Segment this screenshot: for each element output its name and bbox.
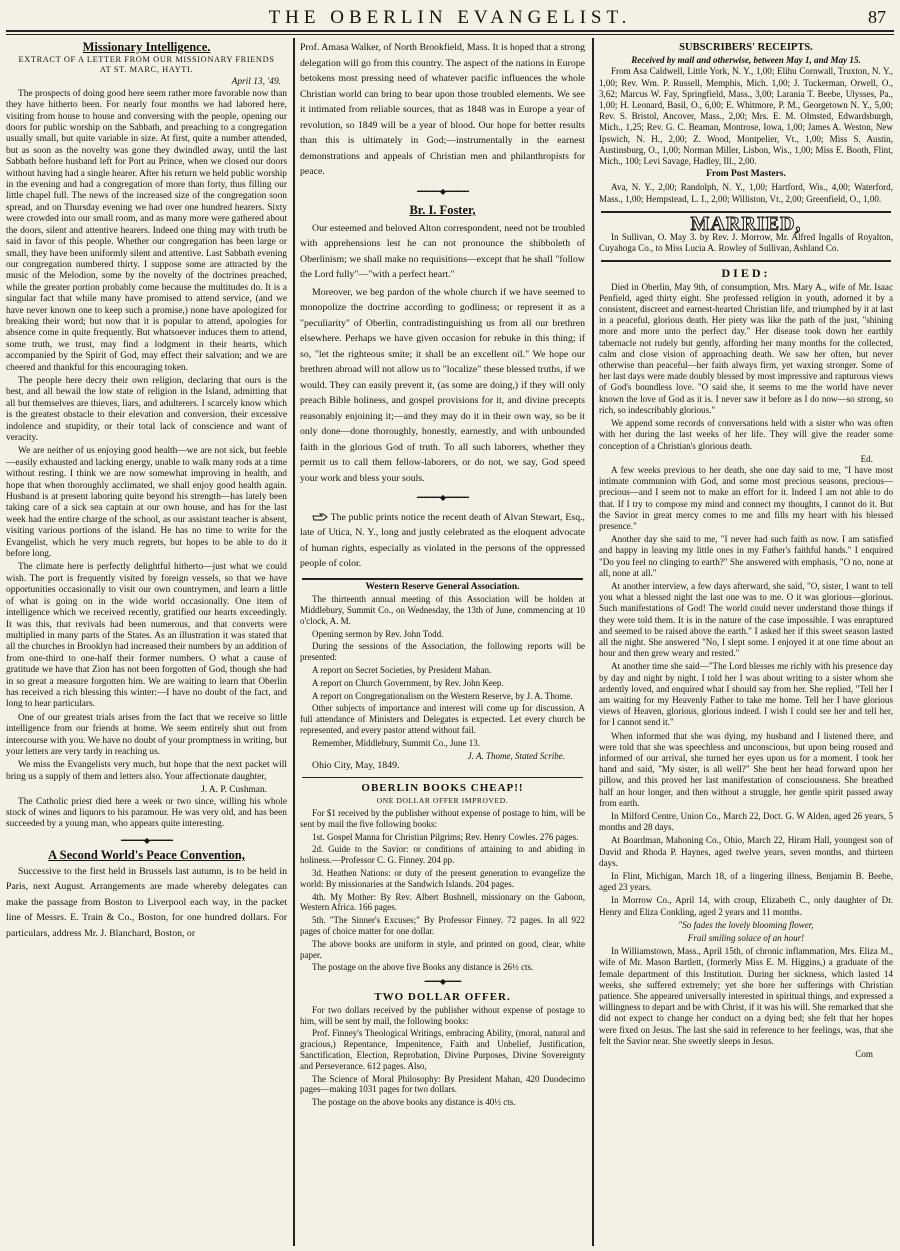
- paragraph-peace: Successive to the first held in Brussels last autumn, is to be held in Paris, next August. Arrangements are made whereby delegates can make the passage from Boston to Liverpool each way, in the packet line of Messrs. E. Train & Co., Boston, for one hundred dollars. For particulars, address Mr. J. Blanchard, Boston, or: [6, 865, 287, 939]
- section-title-western-reserve: Western Reserve General Association.: [365, 581, 520, 592]
- section-rule: [601, 260, 891, 262]
- section-rule: [302, 578, 583, 580]
- paragraph: The prospects of doing good here seem rather more favorable now than they have hitherto been. For nearly four months we had labored here, visiting from house to house and conversing with the people, opening our doors for public worship on the Sabbath, and preaching to a congregation usually small, but quite variable in size. At first, quite a number attended, but as soon as the novelty was gone they dwindled away, until the last Sabbath before husband left for Port au Prince, when we closed our doors without having had a single hearer. After his return we held public worship in the evening and had a congregation of more than forty, thus filling our little chapel full. The news of the increased size of the congregation soon spread, and on Thursday evening we had over one hundred hearers. Sixty were crowded into our small room, and as many more were gathered about the doors, silent and attentive hearers. Indeed one thing may with truth be said in favor of this people. Whether our congregation has been large or small, they have been uniformly silent and attentive. Last Sabbath evening our congregation numbered thirty. I suppose some are attracted by the music of the Melodion, some by the novelty of the doctrines preached, while the greater portion probably come because the multitudes do. It is a singular fact that while many have promised to attend service, (and we have never known one to keep such a promise,) none have apologized for breaking their word; but now that it is popular to attend, apologies for absence come in quite frequently. But whatsoever induces them to attend, some truth, we trust, may find a lodgment in their hearts, which accompanied by the Spirit of God, may effect their salvation; and we are cheered and thankful for this encouraging token.: [6, 88, 287, 373]
- paragraph: The people here decry their own religion, declaring that ours is the best, and all bewail the low state of religion in the Island, admitting that all but themselves are thieves, liars, and adulterers. I scarcely know which is the greatest obstacle to their elevation and conversion, their excessive indolence and stupidity, or their total lack of conscience and want of veracity.: [6, 375, 287, 443]
- section-title-subscribers: SUBSCRIBERS' RECEIPTS.: [679, 42, 813, 53]
- page-number: 87: [868, 7, 886, 27]
- newspaper-title: THE OBERLIN EVANGELIST.: [268, 7, 632, 28]
- paragraph: A few weeks previous to her death, she one day said to me, "I have most intimate communion with God, and some most precious seasons, precious—precious—and I seem not to make an effort for it. Indeed I am not able to do that. If I try to compose my mind and connect my thoughts, I cannot do it. But the Savior in great mercy comes to me and fills my heart with his blessed presence.": [599, 464, 893, 531]
- paragraph: The Science of Moral Philosophy: By President Mahan, 420 Duodecimo pages—making 1031 pages for two dollars.: [300, 1073, 585, 1095]
- letter-subheading: EXTRACT OF A LETTER FROM OUR MISSIONARY FRIENDS AT ST. MARC, HAYTI.: [18, 55, 275, 75]
- paragraph: For $1 received by the publisher without expense of postage to him, will be sent by mail the five following books:: [300, 808, 585, 829]
- paragraph: One of our greatest trials arises from the fact that we receive so little intelligence from our friends at home. We seem entirely shut out from intercourse with you. We have no doubt of your promptness in writing, but your letters are very tardy in reaching us.: [6, 712, 287, 757]
- paragraph: 5th. "The Sinner's Excuses;" By Professor Finney. 72 pages. In all 922 pages of choice matter for one dollar.: [300, 915, 585, 937]
- column-1: [6, 40, 287, 1246]
- section-title-married: MARRIED,: [690, 212, 802, 235]
- paragraph: The thirteenth annual meeting of this Association will be holden at Middlebury, Summit Co., on Wednesday, the 13th of June, commencing at 10 o'clock, A. M.: [300, 594, 585, 626]
- paragraph: The above books are uniform in style, and printed on good, clear, white paper.: [300, 938, 585, 960]
- paragraph: 4th. My Mother: By Rev. Albert Bushnell, missionary on the Gaboon, Western Africa. 166 pages.: [300, 891, 585, 913]
- paragraph: At Boardman, Mahoning Co., Ohio, March 22, Hiram Hall, youngest son of David and Rhoda P. Haynes, aged twelve years, seven months, and thirteen days.: [599, 835, 893, 868]
- masthead-rule: [6, 30, 894, 32]
- paragraph: Opening sermon by Rev. John Todd.: [312, 628, 444, 639]
- masthead: [0, 0, 900, 34]
- section-title-foster: Br. I. Foster,: [409, 203, 476, 217]
- paragraph-catholic: The Catholic priest died here a week or two since, willing his whole stock of wines and liquors to his paramour. He was very old, and has been succeeded by a young man, who appears quite interesting.: [6, 796, 287, 830]
- paragraph-subscribers: From Asa Caldwell, Little York, N. Y., 1,00; Elihu Cornwall, Truxton, N. Y., 1,00; Rev. Wm. P. Russell, Memphis, Mich. 1,00; J. Tuckerman, Orwell, O., 3,62; Marcus W. Fay, Springfield, Mass., 3,00; Larania T. Beebe, Ulysses, Pa., 1,00; H. Leonard, Basil, O., 6,00; E. Whitmore, P. M., Georgetown N. Y., 5,00; Rev. S. Bristol, Ancover, Mass., 2,00; Mrs. E. M. Olmsted, Edwardsburgh, Mich., 1,25; Rev. G. C. Beaman, Montrose, Iowa, 1,00; James A. Weston, New Ipswich, N. H., 2,00; Z. Wood, Montpelier, Vt., 1,00; Miss S. Austin, Austinsburg, O., 1,00; Norman Miller, Lisbon, Wis., 1,00; Miss E. Booth, Flint, Mich., 100; Levi Savage, Hadley, Ill., 2,00.: [599, 66, 893, 167]
- letter-signature: J. A. P. Cushman.: [201, 785, 267, 796]
- western-reserve-notice: [300, 582, 585, 1108]
- paragraph: When informed that she was dying, my husband and I listened there, and were told that she was speechless and unconscious, but upon being roused and informed of our arrival, she turned her eyes upon us for a moment. I took her hand and said, "My sister, is all well?" She bent her head forward upon her pillow, and this proved her last manifestation of consciousness. She breathed half an hour longer, and then without a struggle, her gentle spirit passed away from earth.: [599, 730, 893, 808]
- column-divider: [592, 38, 594, 1246]
- paragraph: Prof. Finney's Theological Writings, embracing Ability, (moral, natural and gracious,) Repentance, Impenitence, Faith and Unbelief, Justification, Sanctification, Election, Reprobation, Divine Purposes, Divine Sovereignty and Perseverance. 612 pages. Also,: [300, 1028, 585, 1071]
- paragraph: Other subjects of importance and interest will come up for discussion. A full attendance of Ministers and Delegates is expected. Let every church be represented, and every pastor attend without fail.: [300, 703, 585, 736]
- section-title-two-dollar: TWO DOLLAR OFFER.: [374, 991, 511, 1003]
- paragraph: A report on Secret Societies, by President Mahan.: [312, 665, 492, 676]
- subscribers-subheading: Received by mail and otherwise, between May 1, and May 15.: [631, 55, 861, 66]
- paragraph: The postage on the above books any distance is 40½ cts.: [312, 1097, 516, 1108]
- column-2: [300, 40, 585, 1246]
- pointing-hand-icon: [312, 513, 328, 522]
- paragraph: At another interview, a few days afterward, she said, "O, sister, I want to tell you what a blessed night the last one was to me. O it was glorious—glorious. Such manifestations of God! The world could never understand those things if they were told them. It is in the nature of the case impossible. I was enraptured and seemed to be raised above the earth." I asked her if this sweet season lasted all the night. She answered "No, I slept some. I enjoyed it at one time about an hour and then grew weary and rested.": [599, 580, 893, 659]
- ornament-divider: ━━━━◆━━━━: [424, 977, 461, 987]
- letter-date: April 13, '49.: [231, 77, 281, 88]
- paragraph: 2d. Guide to the Savior: or conditions of attaining to and abiding in holiness.—Professor C. G. Finney. 204 pp.: [300, 844, 585, 866]
- paragraph: Moreover, we beg pardon of the whole church if we have seemed to monopolize the doctrine according to godliness; or represent it as a "peculiarity" of Oberlin, contradistinguishing us from all our brethren elsewhere. Perhaps we have given occasion for rebuke in this thing; if so, "let the righteous smite; it shall be an excellent oil." We hope our brethren abroad will not allow us to "localize" these blessed truths, if we would. They can easily prevent it, (as some are doing,) if they will only preach Bible holiness, and gospel provisions for it, and divine precepts reasonably enjoining it;—and they may do it in their own way, so be it only done—done thoroughly, honestly, earnestly, and with unbounded faith in the glorious God of truth. To all such laborers, whether they permit us to call them fellow-laborers, or do not, we say, God speed your work and bless your souls.: [300, 286, 585, 484]
- paragraph: In Milford Centre, Union Co., March 22, Doct. G. W Alden, aged 26 years, 5 months and 28 days.: [599, 811, 893, 833]
- section-title-books: OBERLIN BOOKS CHEAP!!: [361, 782, 524, 795]
- wr-signature: J. A. Thome, Stated Scribe.: [467, 750, 565, 761]
- ornament-divider: ━━━━━━◆━━━━━━: [417, 493, 468, 502]
- ornament-divider: ━━━━━━◆━━━━━━: [121, 835, 172, 845]
- section-title-post-masters: From Post Masters.: [706, 169, 786, 180]
- section-rule: [302, 777, 583, 778]
- paragraph: 1st. Gospel Manna for Christian Pilgrims; Rev. Henry Cowles. 276 pages.: [312, 831, 579, 842]
- poem-line: Frail smiling solace of an hour!: [687, 933, 805, 944]
- paragraph: We are neither of us enjoying good health—we are not sick, but feeble—easily exhausted and lacking energy, unable to walk many rods at a time without resting. I think we are now somewhat improving in health, and hope that when thoroughly acclimated, we shall enjoy good health again. Husband is at present laboring quite beyond his strength—has lately been taking care of a sick sea captain at our own house, and has for the last week had the entire charge of the school, as our assistant teacher is absent, visiting various portions of the island. He has no time to write for the Evangelist, which he very much regrets, but hopes to be able to do it before long.: [6, 446, 287, 560]
- paragraph: In Morrow Co., April 14, with croup, Elizabeth C., only daughter of Dr. Henry and Eliza Conkling, aged 2 years and 11 months.: [599, 895, 893, 917]
- paragraph: Died in Oberlin, May 9th, of consumption, Mrs. Mary A., wife of Mr. Isaac Penfield, aged thirty eight. She professed religion in youth, adorned it by a consistent, discreet and earnest-hearted Christian life, and triumphed by it at last in a peaceful, glorious death. Her piety was like the path of the just, "shining more and more unto the perfect day." Her disease took down her earthly tabernacle not rudely but gently, affording her many months for the collected, calm and close vision of approaching death. We saw her often, but never otherwise than peaceful—her faith always firm, yet waxing stronger. Some of her last days were made doubly blessed by most impressive and rapturous views of God's boundless love. "O said she, it seems to me the world have never known the love of God as it is. I never saw it before as I do now—so strong, so rich, so indescribably glorious.": [599, 281, 893, 415]
- section-title-peace: A Second World's Peace Convention,: [48, 848, 245, 863]
- paragraph: Remember, Middlebury, Summit Co., June 13.: [312, 737, 481, 748]
- masthead-rule-thin: [6, 34, 894, 35]
- paragraph: Our esteemed and beloved Alton correspondent, need not be troubled with apprehensions lest he can not pronounce the shibboleth of Oberlinism; we shall make no requisitions—except that he shall "follow the Lord fully"—"with a perfect heart.": [300, 222, 585, 280]
- section-title-missionary: Missionary Intelligence.: [82, 40, 211, 54]
- paragraph: We append some records of conversations held with a sister who was often with her during the last weeks of her life. They will give the reader some conception of a Christian's glorious death.: [599, 418, 893, 451]
- paragraph: The climate here is perfectly delightful hitherto—just what we could wish. The port is frequently visited by foreign vessels, so that we have opportunities occasionally to visit our own countrymen, and learn a little of what is going on in the wide world occasionally. One item of intelligence which we received recently, gratified our hearts exceedingly. It was this, that revivals had been numerous, and that converts were multiplied in many parts of the States. As an illustration it was stated that all the churches in Brooklyn had increased their numbers by an addition of from one-third to one-half their former numbers. O what a cause of gratitude we have that Zion has not been forgotten of God, though she had in so great a measure forgotten him. We are waiting to learn that Oberlin has received a rich blessing this winter:—I have no doubt of the fact, and long to hear particulars.: [6, 562, 287, 710]
- books-subheading: ONE DOLLAR OFFER IMPROVED.: [376, 796, 509, 806]
- paragraph-post-masters: Ava, N. Y., 2,00; Randolph, N. Y., 1,00; Hartford, Wis., 4,00; Waterford, Mass., 1,00; Hempstead, L. I., 2,00; Williston, Vt., 2,00; Greenfield, O., 1,00.: [599, 182, 893, 204]
- paragraph: For two dollars received by the publisher without expense of postage to him, will be sent by mail, the following books:: [300, 1004, 585, 1026]
- paragraph: The postage on the above five Books any distance is 26½ cts.: [312, 962, 534, 973]
- paragraph: 3d. Heathen Nations: or duty of the present generation to evangelize the world: By missionaries at the Sandwich Islands. 204 pages.: [300, 868, 585, 889]
- paragraph: In Flint, Michigan, March 18, of a lingering illness, Benjamin B. Beebe, aged 23 years.: [599, 871, 893, 893]
- stewart-notice: The public prints notice the recent death of Alvan Stewart, Esq., late of Utica, N. Y., long and justly celebrated as the eloquent advocate of human rights, especially as violated in the persons of the oppressed people of color.: [300, 511, 585, 569]
- paragraph: In Williamstown, Mass., April 15th, of chronic inflammation, Mrs. Eliza M., wife of Mr. Mason Bartlett, (formerly Miss E. M. Higgins,) a graduate of the female department of this Institution. During her sickness, which lasted 14 weeks, she suffered extremely; yet she bore her sufferings with Christian patience. She appeared universally interested in spiritual things, and expressed a willingness to depart and be with Christ, if it was his will. She remarked that she did not expect to change her conduct on a dying bed; she felt that her hopes were fixed on Jesus. The last she said in reference to her feelings, was, that she felt the Savior near. She sweetly sleeps in Jesus.: [599, 946, 893, 1046]
- paragraph: Another day she said to me, "I never had such faith as now. I am satisfied and happy in leaving my little ones in my Father's faithful hands." I enquired "Do you feel no clinging to earth?" She answered with emphasis, "O no, none at all, none at all.": [599, 534, 893, 578]
- wr-place: Ohio City, May, 1849.: [312, 760, 400, 772]
- died-signature: Ed.: [860, 453, 873, 464]
- paragraph: We miss the Evangelists very much, but hope that the next packet will bring us a supply of them and letters also. Your affectionate daughter,: [6, 760, 287, 782]
- paragraph: A report on Church Government, by Rev. John Keep.: [312, 677, 504, 688]
- section-title-died: DIED:: [721, 266, 771, 281]
- column-3: [599, 40, 893, 1246]
- paragraph: During the sessions of the Association, the following reports will be presented:: [300, 641, 585, 663]
- paragraph-stewart: [300, 510, 585, 572]
- paragraph-peace-cont: Prof. Amasa Walker, of North Brookfield, Mass. It is hoped that a strong delegation will go from this country. The aspect of the nations in Europe betokens most pressing need of whatever pacific influences the whole Christian world can bring to bear upon those troubled elements. We see it intimated from reliable sources, that as 1848 was in Europe a year of revolution, so 1849 will be a year of blood. Our hope for better results than this is ultimately in God;—instrumentally in the earnest demonstrations and appeals of Christian men and philanthropists for peace.: [300, 42, 585, 177]
- paragraph: A report on Congregationalism on the Western Reserve, by J. A. Thome.: [312, 690, 573, 701]
- column-divider: [293, 38, 295, 1246]
- poem-line: "So fades the lovely blooming flower,: [678, 919, 814, 930]
- paragraph-married: In Sullivan, O. May 3. by Rev. J. Morrow, Mr. Alfred Ingalls of Royalton, Cuyahoga Co., to Miss Lucia A. Rowley of Sullivan, Ashland Co.: [599, 232, 893, 254]
- paragraph: At another time she said—"The Lord blesses me richly with his presence day by day and night by night. I told her I was about writing to a sister whom she ardently loved, and enquired what I should say from her. She replied, "Tell her I am waiting for my Heavenly Father to take me home. Tell her I have glorious views of Heaven, glorious, glorious indeed. I wish I could see her and tell her, for I cannot send it.": [599, 661, 893, 728]
- last-signature: Com: [855, 1049, 873, 1060]
- ornament-divider: ━━━━━━◆━━━━━━: [417, 186, 468, 196]
